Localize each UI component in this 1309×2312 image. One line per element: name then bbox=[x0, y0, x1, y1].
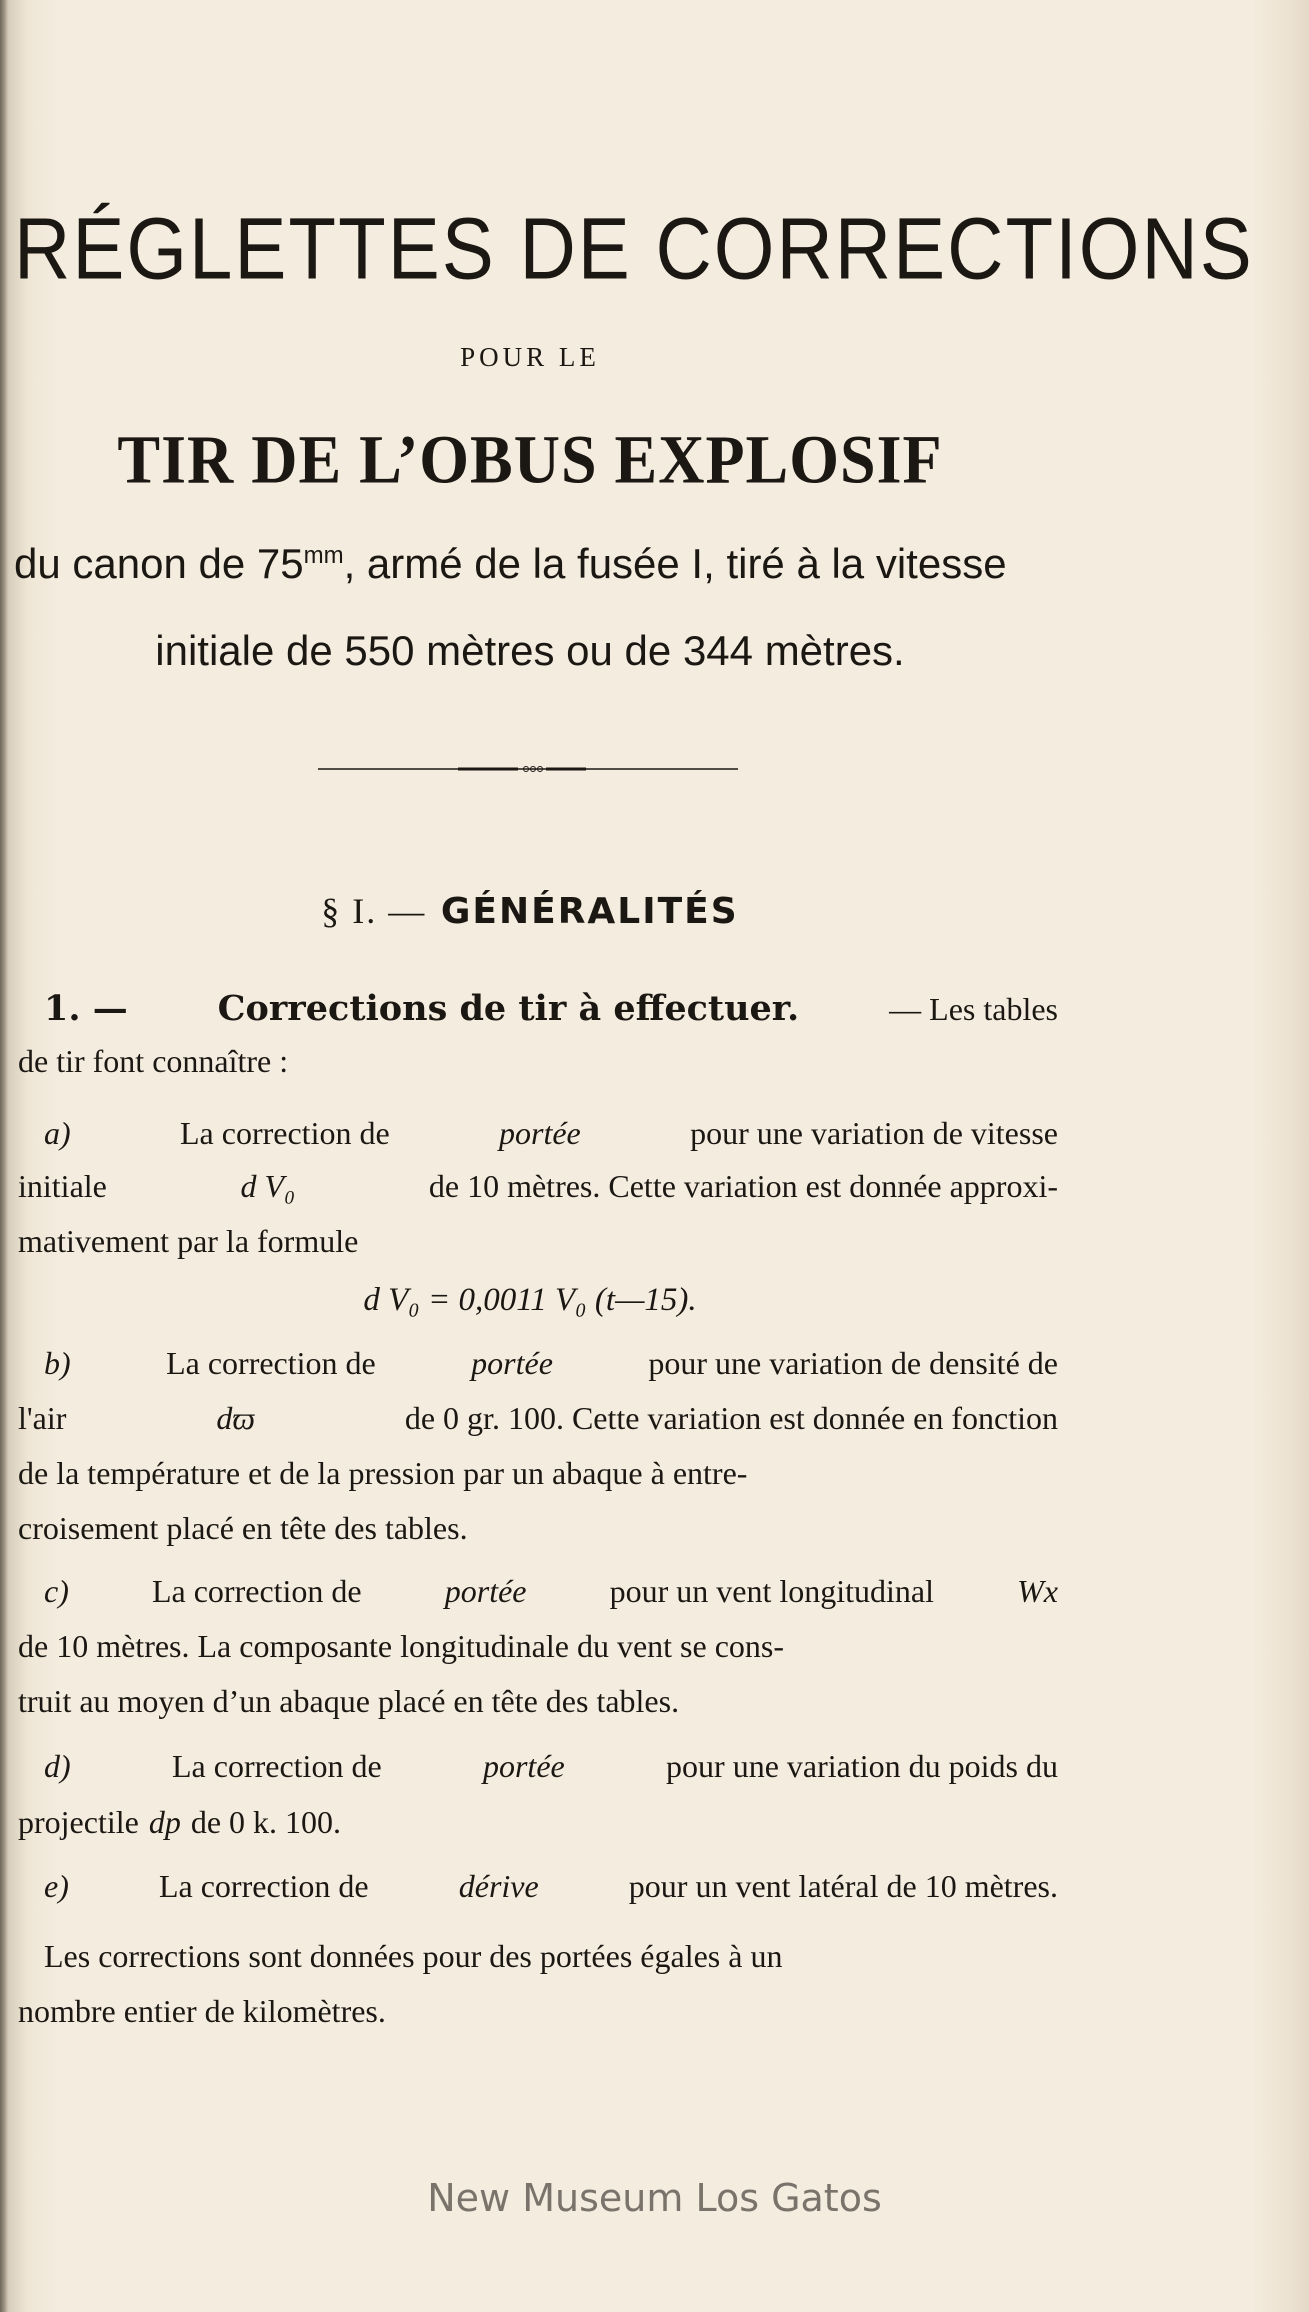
item-d-line-1 bbox=[44, 1748, 1058, 1785]
description-text: du canon de 75 bbox=[14, 540, 304, 587]
item-text: croisement placé en tête des tables. bbox=[18, 1510, 468, 1546]
item-emphasis: dérive bbox=[458, 1868, 539, 1904]
item-text: projectile bbox=[18, 1804, 139, 1840]
item-text: de la température et de la pression par un abaque à entre- bbox=[18, 1455, 748, 1491]
description-line-2: initiale de 550 mètres ou de 344 mètres. bbox=[155, 627, 905, 674]
formula bbox=[0, 1282, 1060, 1319]
item-a-line-1 bbox=[44, 1115, 1058, 1152]
item-a-line-2 bbox=[18, 1168, 1058, 1205]
item-variable: dp bbox=[148, 1804, 181, 1840]
item-b-line-4 bbox=[18, 1510, 1058, 1547]
item-emphasis: portée bbox=[482, 1748, 565, 1784]
item-text: de 10 mètres. La composante longitudinale du vent se cons- bbox=[18, 1628, 785, 1664]
item-text: pour une variation de vitesse bbox=[690, 1115, 1058, 1151]
item-text: pour un vent latéral de 10 mètres. bbox=[628, 1868, 1058, 1904]
item-variable: d V₀ bbox=[240, 1168, 296, 1204]
item-text: pour une variation de densité de bbox=[648, 1345, 1058, 1381]
main-title: RÉGLETTES DE CORRECTIONS bbox=[14, 199, 1254, 298]
item-variable: Wx bbox=[1017, 1573, 1058, 1609]
item-text: pour une variation du poids du bbox=[666, 1748, 1058, 1784]
item-emphasis: portée bbox=[444, 1573, 527, 1609]
item-c-line-3 bbox=[18, 1683, 1058, 1720]
section-mark: § I. — bbox=[321, 891, 427, 931]
paragraph-text: de tir font connaître : bbox=[18, 1043, 289, 1079]
watermark: New Museum Los Gatos bbox=[427, 2176, 882, 2220]
item-label: a) bbox=[44, 1115, 71, 1151]
item-emphasis: portée bbox=[471, 1345, 553, 1381]
item-b-line-2 bbox=[18, 1400, 1058, 1437]
description-text: , armé de la fusée I, tiré à la vitesse bbox=[343, 540, 1007, 587]
description-line-1 bbox=[14, 540, 1059, 588]
item-variable: dϖ bbox=[216, 1400, 255, 1436]
item-text: de 0 gr. 100. Cette variation est donnée en fonction bbox=[404, 1400, 1058, 1436]
closing-text: nombre entier de kilomètres. bbox=[18, 1993, 386, 2029]
formula-text: d V₀ = 0,0011 V₀ (t—15). bbox=[363, 1282, 697, 1318]
ornamental-divider bbox=[318, 766, 738, 772]
closing-line-2 bbox=[18, 1993, 1058, 2030]
paragraph-heading: Corrections de tir à effectuer. bbox=[217, 988, 800, 1029]
subtitle: TIR DE L’OBUS EXPLOSIF bbox=[117, 421, 943, 498]
item-text: La correction de bbox=[171, 1748, 382, 1784]
section-heading bbox=[0, 890, 1060, 932]
title-connector: POUR LE bbox=[460, 342, 600, 372]
item-text: l'air bbox=[18, 1400, 67, 1436]
item-b-line-3 bbox=[18, 1455, 1058, 1492]
item-label: d) bbox=[44, 1748, 71, 1784]
unit-superscript: mm bbox=[303, 542, 344, 569]
paragraph-lead: — Les tables bbox=[889, 991, 1058, 1027]
item-text: truit au moyen d’un abaque placé en tête des tables. bbox=[18, 1683, 680, 1719]
item-text: pour un vent longitudinal bbox=[609, 1573, 934, 1609]
item-a-line-3 bbox=[18, 1223, 1058, 1260]
item-e-line-1 bbox=[44, 1868, 1058, 1905]
item-d-line-2 bbox=[18, 1804, 1058, 1841]
item-label: b) bbox=[44, 1345, 71, 1381]
item-text: de 10 mètres. Cette variation est donnée approxi- bbox=[428, 1168, 1058, 1204]
item-text: La correction de bbox=[180, 1115, 390, 1151]
paragraph-line bbox=[18, 1043, 1058, 1080]
item-label: e) bbox=[44, 1868, 69, 1904]
item-text: La correction de bbox=[166, 1345, 376, 1381]
paragraph-number: 1. — bbox=[44, 988, 128, 1029]
item-emphasis: portée bbox=[499, 1115, 581, 1151]
item-text: de 0 k. 100. bbox=[190, 1804, 342, 1840]
item-text: initiale bbox=[18, 1168, 107, 1204]
item-text: La correction de bbox=[158, 1868, 369, 1904]
item-text: mativement par la formule bbox=[18, 1223, 359, 1259]
item-c-line-1 bbox=[44, 1573, 1058, 1610]
paragraph-heading-line bbox=[44, 988, 1058, 1029]
section-title: GÉNÉRALITÉS bbox=[440, 891, 739, 932]
item-label: c) bbox=[44, 1573, 69, 1609]
closing-text: Les corrections sont données pour des portées égales à un bbox=[44, 1938, 783, 1974]
item-text: La correction de bbox=[151, 1573, 362, 1609]
item-b-line-1 bbox=[44, 1345, 1058, 1382]
item-c-line-2 bbox=[18, 1628, 1058, 1665]
closing-line-1 bbox=[44, 1938, 1058, 1975]
